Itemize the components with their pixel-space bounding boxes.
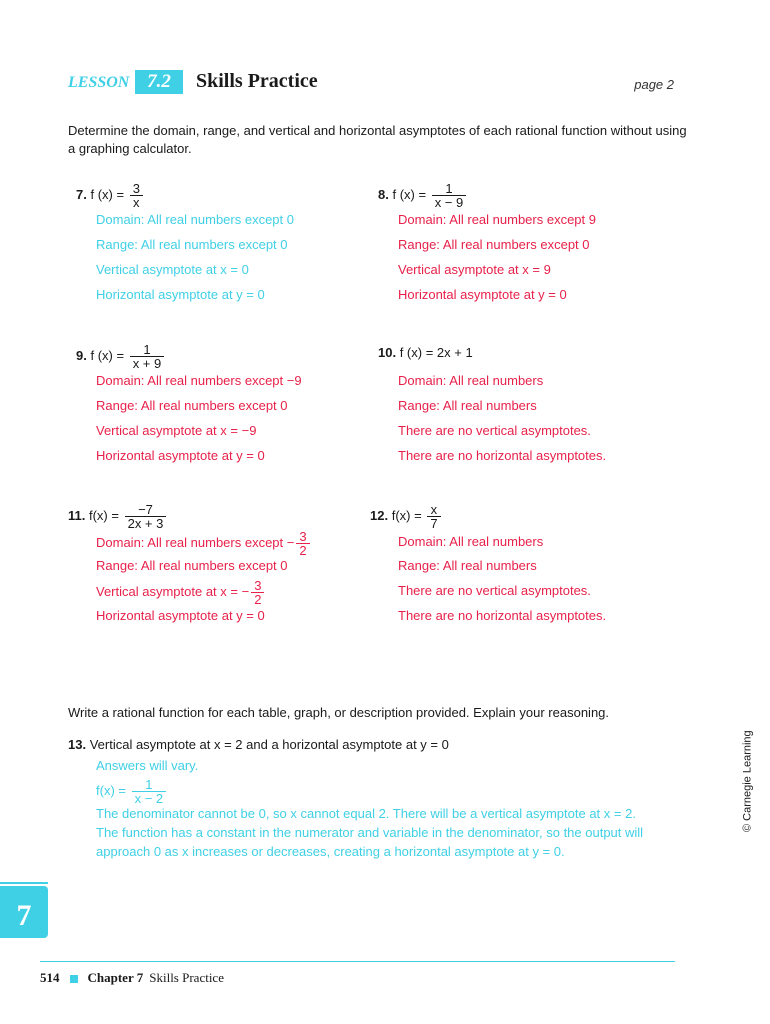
- footer-section: Skills Practice: [149, 970, 224, 985]
- answer-explanation-1: The denominator cannot be 0, so x cannot equal 2. There will be a vertical asymptote at x = 2.: [96, 806, 636, 821]
- answer-range: Range: All real numbers except 0: [96, 398, 288, 413]
- fraction: $\frac{x}{7}$: [427, 503, 440, 530]
- answer-range: Range: All real numbers: [398, 558, 537, 573]
- problem-number: 11.: [68, 507, 86, 523]
- fraction: $\frac{1}{x - 9}$: [432, 182, 467, 209]
- answer-horizontal: There are no horizontal asymptotes.: [398, 448, 607, 463]
- answer-vertical: There are no vertical asymptotes.: [398, 583, 591, 598]
- answer-horizontal: Horizontal asymptote at y = 0: [96, 287, 265, 302]
- footer: [40, 970, 224, 986]
- chapter-tab: 7: [0, 886, 48, 938]
- problem-12: [370, 503, 443, 530]
- problem-11: [68, 503, 168, 530]
- answer-vertical: Vertical asymptote at x = 9: [398, 262, 551, 277]
- chapter-tab-divider: [0, 882, 48, 884]
- problem-number: 12.: [370, 507, 389, 523]
- problem-number: 7.: [76, 186, 87, 202]
- fraction: $\frac{3}{2}$: [251, 579, 264, 606]
- answer-domain: Domain: All real numbers: [398, 534, 544, 549]
- answer-domain: Domain: All real numbers except 0: [96, 212, 294, 227]
- problem-10: [378, 345, 473, 360]
- page-title: Skills Practice: [196, 70, 318, 92]
- fraction: $\frac{3}{x}$: [130, 182, 143, 209]
- problem-7: [76, 182, 145, 209]
- problem-9: [76, 343, 166, 370]
- answer-vertical: There are no vertical asymptotes.: [398, 423, 591, 438]
- answer-note: Answers will vary.: [96, 758, 199, 773]
- fraction: $\frac{1}{x - 2}$: [132, 778, 167, 805]
- answer-horizontal: There are no horizontal asymptotes.: [398, 608, 607, 623]
- problem-number: 8.: [378, 186, 389, 202]
- function-label: f(x) =: [88, 507, 119, 523]
- answer-horizontal: Horizontal asymptote at y = 0: [398, 287, 567, 302]
- lesson-label: LESSON: [68, 74, 130, 91]
- answer-domain: Domain: All real numbers except − $\frac{3}{2}$: [96, 530, 312, 557]
- function-label: f (x) =: [392, 186, 427, 202]
- function-label: f (x) = 2x + 1: [399, 345, 473, 360]
- square-bullet-icon: [70, 975, 78, 983]
- page-number: 514: [40, 970, 60, 985]
- problem-question: Vertical asymptote at x = 2 and a horizontal asymptote at y = 0: [89, 737, 449, 752]
- instructions-domain-range: Determine the domain, range, and vertical and horizontal asymptotes of each rational function without using a graphing calculator.: [68, 123, 687, 156]
- problem-8: [378, 182, 468, 209]
- function-label: f (x) =: [90, 347, 125, 363]
- answer-domain: Domain: All real numbers: [398, 373, 544, 388]
- problem-number: 9.: [76, 347, 87, 363]
- answer-range: Range: All real numbers except 0: [398, 237, 590, 252]
- answer-horizontal: Horizontal asymptote at y = 0: [96, 448, 265, 463]
- answer-explanation-3: approach 0 as x increases or decreases, creating a horizontal asymptote at y = 0.: [96, 844, 565, 859]
- fraction: $\frac{1}{x + 9}$: [130, 343, 165, 370]
- answer-vertical: Vertical asymptote at x = − $\frac{3}{2}$: [96, 579, 266, 606]
- answer-horizontal: Horizontal asymptote at y = 0: [96, 608, 265, 623]
- problem-number: 13.: [68, 737, 87, 752]
- answer-range: Range: All real numbers: [398, 398, 537, 413]
- page-label: page 2: [634, 77, 674, 92]
- answer-domain: Domain: All real numbers except 9: [398, 212, 596, 227]
- problem-number: 10.: [378, 345, 397, 360]
- answer-range: Range: All real numbers except 0: [96, 558, 288, 573]
- function-label: f(x) =: [391, 507, 422, 523]
- fraction: $\frac{3}{2}$: [296, 530, 309, 557]
- answer-explanation-2: The function has a constant in the numerator and variable in the denominator, so the output will: [96, 825, 644, 840]
- instructions-write-function: Write a rational function for each table, graph, or description provided. Explain your reasoning.: [68, 705, 610, 720]
- lesson-number-badge: 7.2: [135, 70, 183, 94]
- answer-range: Range: All real numbers except 0: [96, 237, 288, 252]
- answer-domain: Domain: All real numbers except −9: [96, 373, 302, 388]
- problem-13: [68, 737, 449, 752]
- fraction: $\frac{-7}{2x + 3}$: [125, 503, 167, 530]
- answer-vertical: Vertical asymptote at x = −9: [96, 423, 257, 438]
- copyright-notice: © Carnegie Learning: [742, 730, 754, 832]
- function-label: f (x) =: [90, 186, 125, 202]
- footer-divider: [40, 961, 675, 962]
- answer-vertical: Vertical asymptote at x = 0: [96, 262, 249, 277]
- answer-function: f(x) = $\frac{1}{x - 2}$: [96, 778, 168, 805]
- footer-chapter: Chapter 7: [87, 970, 144, 985]
